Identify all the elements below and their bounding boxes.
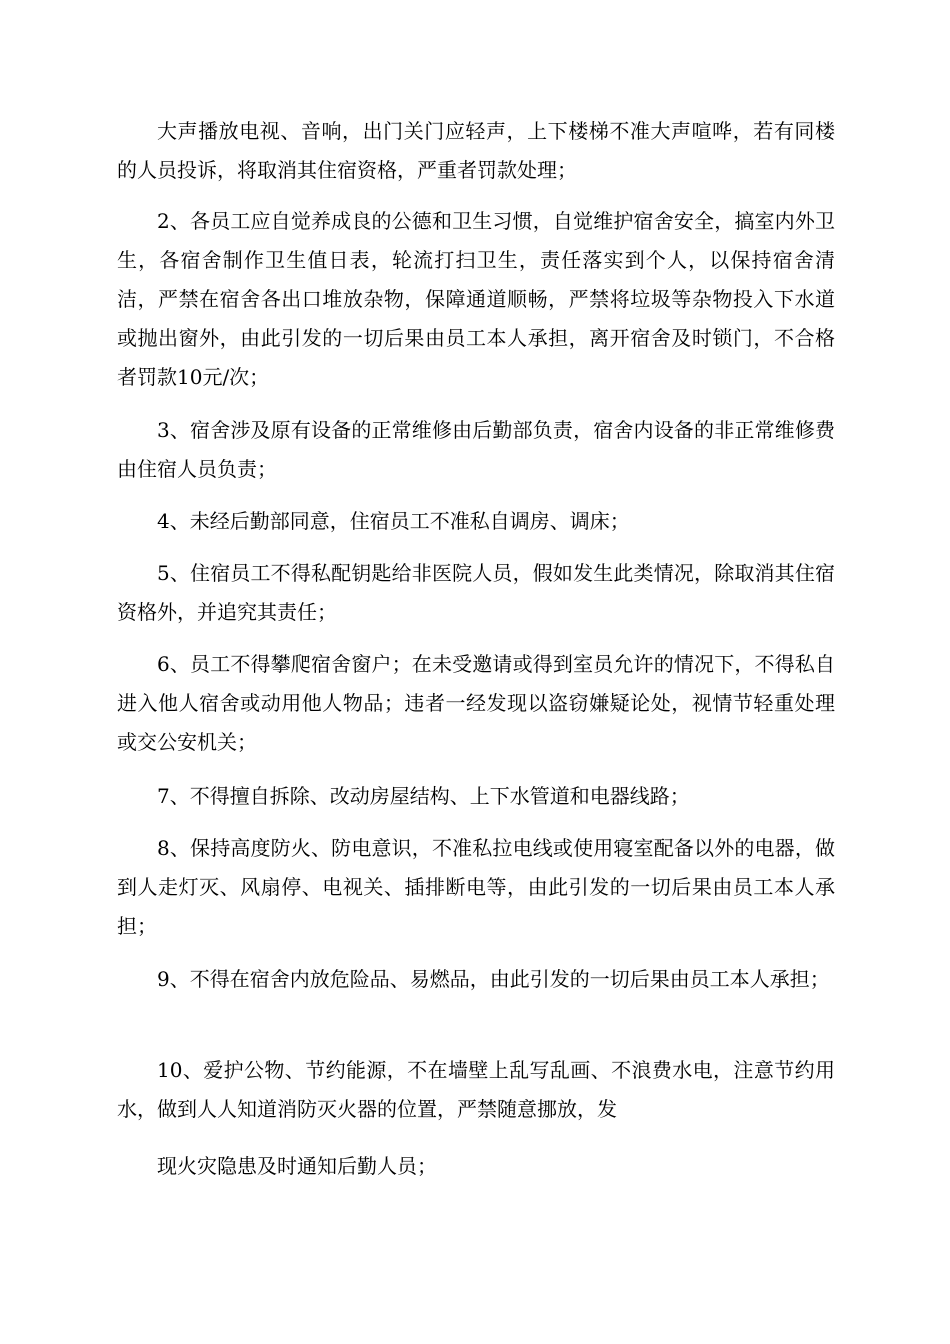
- paragraph-rule-2-hygiene: 2、各员工应自觉养成良的公德和卫生习惯，自觉维护宿舍安全，搞室内外卫生，各宿舍制作卫生值日表，轮流打扫卫生，责任落实到个人，以保持宿舍清洁，严禁在宿舍各出口堆放杂物，保障通道顺畅，严禁将垃圾等杂物投入下水道或抛出窗外，由此引发的一切后果由员工本人承担，离开宿舍及时锁门，不合格者罚款10元/次；: [117, 209, 835, 389]
- paragraph-rule-10-continued: 现火灾隐患及时通知后勤人员；: [157, 1154, 437, 1178]
- paragraph-rule-9-hazards: 9、不得在宿舍内放危险品、易燃品，由此引发的一切后果由员工本人承担；: [157, 967, 830, 991]
- paragraph-rule-5-keys: 5、住宿员工不得私配钥匙给非医院人员，假如发生此类情况，除取消其住宿资格外，并追究其责任；: [117, 561, 835, 624]
- paragraph-rule-7-structure: 7、不得擅自拆除、改动房屋结构、上下水管道和电器线路；: [157, 784, 690, 808]
- paragraph-rule-10-conservation: 10、爱护公物、节约能源，不在墙壁上乱写乱画、不浪费水电，注意节约用水，做到人人知道消防灭火器的位置，严禁随意挪放，发: [117, 1058, 835, 1121]
- paragraph-rule-4-room-change: 4、未经后勤部同意，住宿员工不准私自调房、调床；: [157, 509, 630, 533]
- paragraph-rule-3-maintenance: 3、宿舍涉及原有设备的正常维修由后勤部负责，宿舍内设备的非正常维修费由住宿人员负责；: [117, 418, 835, 481]
- paragraph-rule-8-fire-electric: 8、保持高度防火、防电意识，不准私拉电线或使用寝室配备以外的电器，做到人走灯灭、风扇停、电视关、插排断电等，由此引发的一切后果由员工本人承担；: [117, 836, 835, 938]
- paragraph-noise-rule: 大声播放电视、音响，出门关门应轻声，上下楼梯不准大声喧哗，若有同楼的人员投诉，将取消其住宿资格，严重者罚款处理；: [117, 119, 835, 182]
- paragraph-rule-6-intrusion: 6、员工不得攀爬宿舍窗户；在未受邀请或得到室员允许的情况下，不得私自进入他人宿舍或动用他人物品；违者一经发现以盗窃嫌疑论处，视情节轻重处理或交公安机关；: [117, 652, 835, 754]
